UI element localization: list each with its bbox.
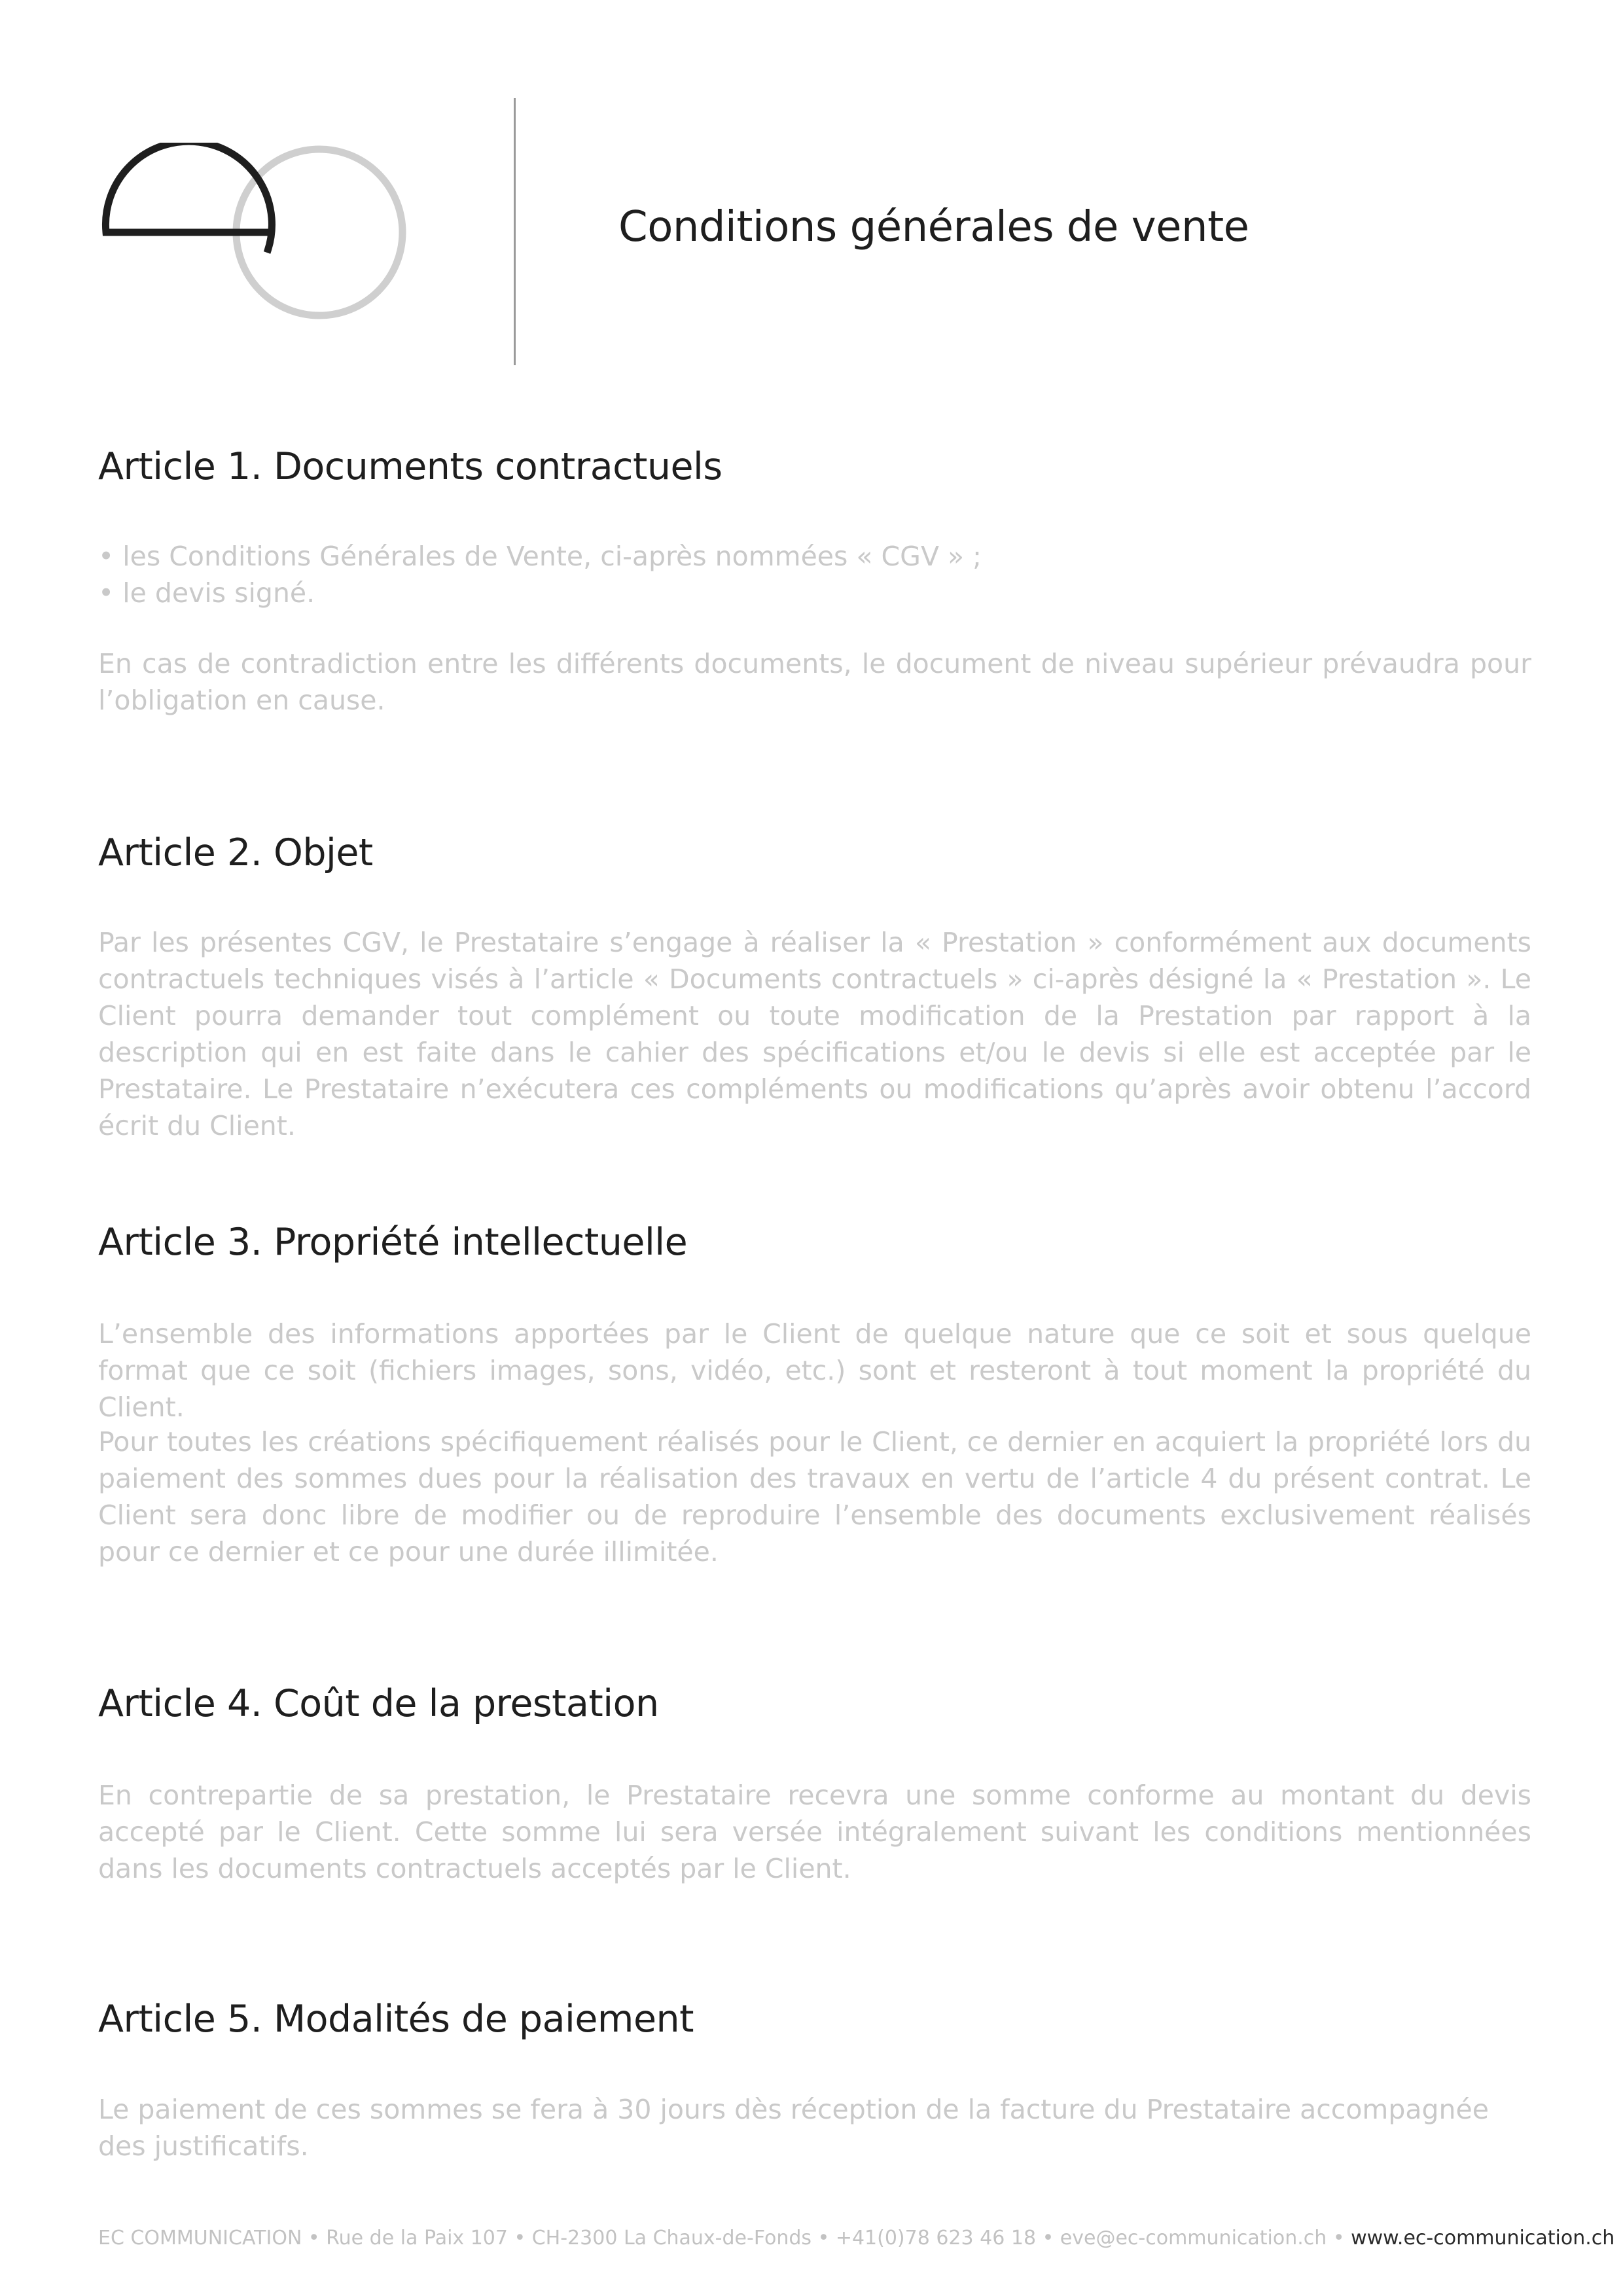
- article-3-paragraph-1: L’ensemble des informations apportées par le Client de quelque nature que ce soit et sous quelque format que ce soit (fichiers images, sons, vidéo, etc.) sont et resteront à tout moment la propriété du Client.: [98, 1318, 1531, 1423]
- footer-contact: EC COMMUNICATION • Rue de la Paix 107 • CH-2300 La Chaux-de-Fonds • +41(0)78 623 46 18 • eve@ec-communication.ch •: [98, 2227, 1351, 2250]
- article-5-paragraph: Le paiement de ces sommes se fera à 30 jours dès réception de la facture du Prestataire accompagnée des justificatifs.: [98, 2094, 1489, 2162]
- page-title: Conditions générales de vente: [618, 203, 1249, 251]
- article-4-heading: Article 4. Coût de la prestation: [98, 1682, 659, 1725]
- footer: [98, 2227, 1614, 2250]
- article-2-heading: Article 2. Objet: [98, 831, 373, 874]
- list-item: • les Conditions Générales de Vente, ci-après nommées « CGV » ;: [98, 541, 982, 572]
- article-3-heading: Article 3. Propriété intellectuelle: [98, 1221, 688, 1264]
- article-1-heading: Article 1. Documents contractuels: [98, 445, 722, 488]
- list-item: • le devis signé.: [98, 577, 315, 609]
- article-1-bullet-list: [98, 538, 982, 611]
- header-divider: [514, 98, 516, 365]
- article-2-paragraph: Par les présentes CGV, le Prestataire s’engage à réaliser la « Prestation » conformément aux documents contractuels techniques visés à l’article « Documents contractuels » ci-après désigné la « Prestation ». Le Client pourra demander tout complément ou toute modification de la Prestation par rapport à la description qui en est faite dans le cahier des spécifications et/ou le devis si elle est acceptée par le Prestataire. Le Prestataire n’exécutera ces compléments ou modifications qu’après avoir obtenu l’accord écrit du Client.: [98, 927, 1531, 1141]
- ec-logo: [97, 143, 411, 323]
- article-5-heading: Article 5. Modalités de paiement: [98, 1998, 694, 2041]
- article-1-paragraph: En cas de contradiction entre les différents documents, le document de niveau supérieur prévaudra pour l’obligation en cause.: [98, 648, 1531, 716]
- footer-website-link[interactable]: www.ec-communication.ch: [1351, 2227, 1615, 2250]
- article-3-paragraph-2: Pour toutes les créations spécifiquement réalisés pour le Client, ce dernier en acquiert la propriété lors du paiement des sommes dues pour la réalisation des travaux en vertu de l’article 4 du présent contrat. Le Client sera donc libre de modifier ou de reproduire l’ensemble des documents exclusivement réalisés pour ce dernier et ce pour une durée illimitée.: [98, 1426, 1531, 1568]
- article-4-paragraph: En contrepartie de sa prestation, le Prestataire recevra une somme conforme au montant du devis accepté par le Client. Cette somme lui sera versée intégralement suivant les conditions mentionnées dans les documents contractuels acceptés par le Client.: [98, 1780, 1531, 1884]
